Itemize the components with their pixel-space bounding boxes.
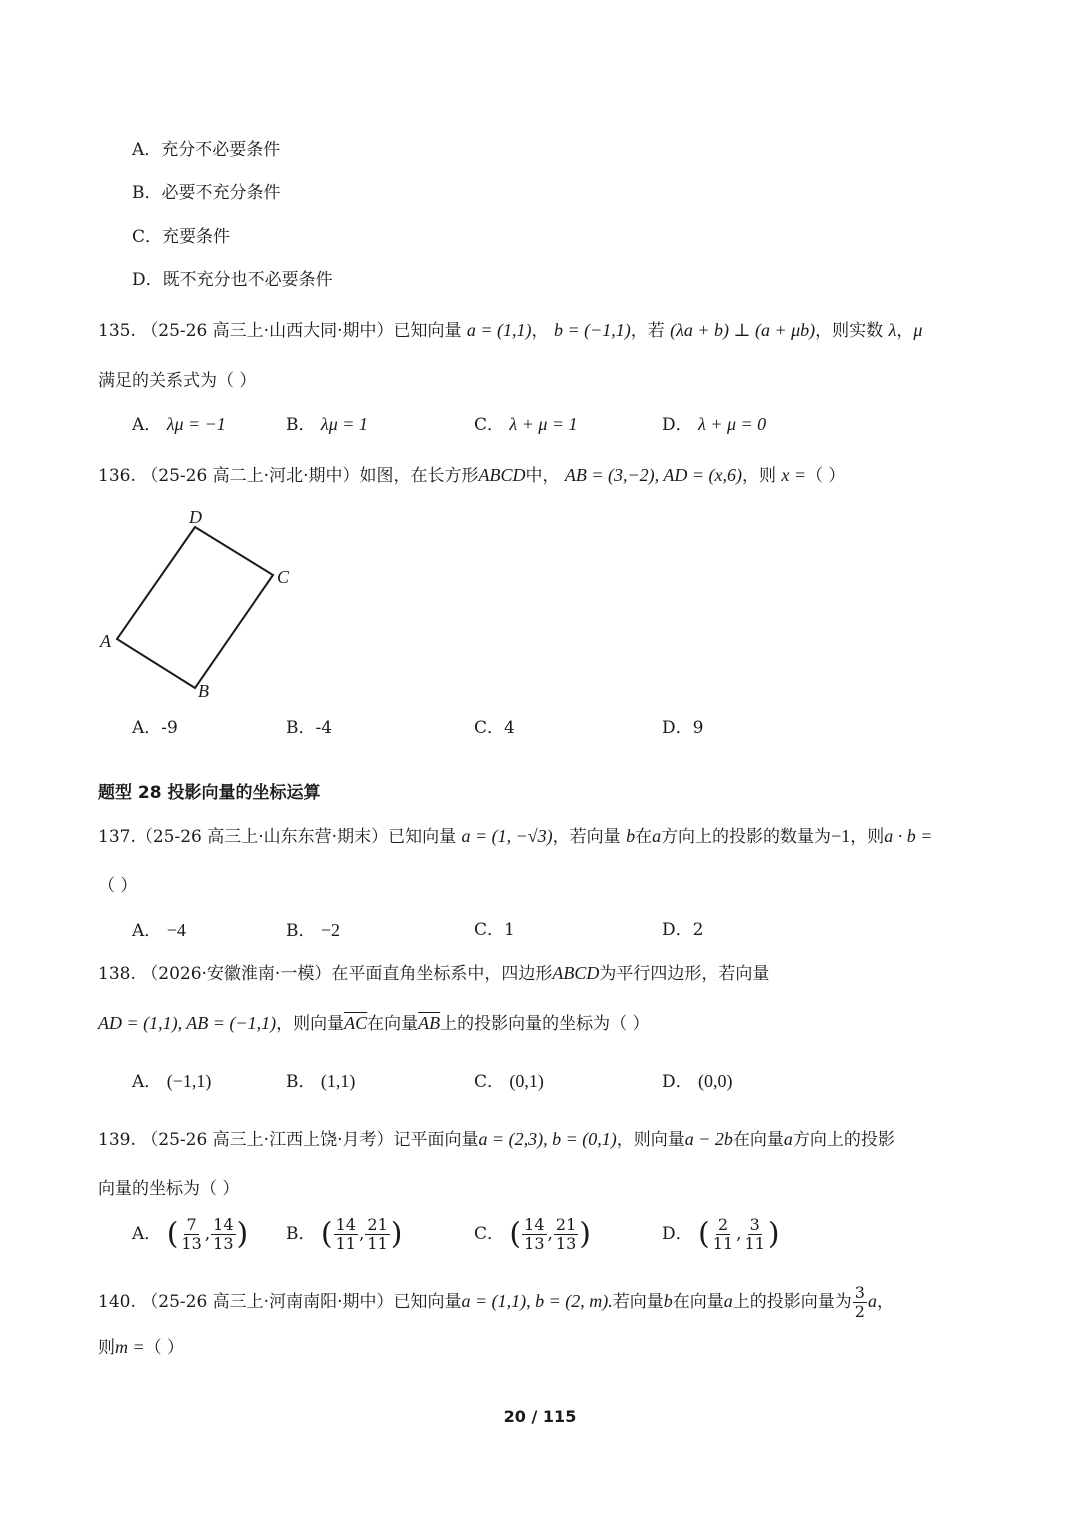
q137-option-b: B． −2 bbox=[286, 920, 341, 941]
option-c: C．充要条件 bbox=[132, 227, 231, 247]
question-137: 137.（25-26 高三上·山东东营·期末）已知向量 a = (1, −√3)，若向量 b在a方向上的投影的数量为−1，则a · b = bbox=[98, 826, 933, 847]
q139-option-c: C． ( $\frac{14}{13}$ , $\frac{21}{13}$ ) bbox=[474, 1215, 591, 1253]
q136-option-c: C．4 bbox=[474, 718, 515, 738]
question-139: 139. （25-26 高三上·江西上饶·月考）记平面向量a = (2,3), b = (0,1)，则向量a − 2b在向量a方向上的投影 bbox=[98, 1129, 895, 1150]
q139-option-a: A． ( $\frac{7}{13}$ , $\frac{14}{13}$ ) bbox=[132, 1215, 249, 1253]
q136-option-b: B．-4 bbox=[286, 718, 333, 738]
page-number: 20 / 115 bbox=[503, 1407, 577, 1426]
label-b: B bbox=[198, 681, 209, 701]
q137-option-a: A． −4 bbox=[132, 920, 186, 941]
q135-option-a: A． λμ = −1 bbox=[132, 414, 226, 435]
question-138-line2: AD = (1,1), AB = (−1,1)，则向量$\overline{AC}$在向量$\overline{AB}$上的投影向量的坐标为（ ） bbox=[98, 1013, 650, 1034]
section-title: 题型 28 投影向量的坐标运算 bbox=[98, 783, 321, 803]
question-140: 140. （25-26 高三上·河南南阳·期中）已知向量a = (1,1), b = (2, m).若向量b在向量a上的投影向量为 $\frac{3}{2}$ a， bbox=[98, 1283, 894, 1321]
q138-option-c: C． (0,1) bbox=[474, 1071, 544, 1092]
rectangle-figure bbox=[95, 505, 305, 705]
label-d: D bbox=[189, 507, 202, 527]
q135-option-c: C． λ + μ = 1 bbox=[474, 414, 578, 435]
q136-option-d: D．9 bbox=[662, 718, 704, 738]
question-138: 138. （2026·安徽淮南·一模）在平面直角坐标系中，四边形ABCD为平行四边形，若向量 bbox=[98, 963, 770, 984]
q135-option-d: D． λ + μ = 0 bbox=[662, 414, 767, 435]
question-137-line2: （ ） bbox=[98, 876, 138, 896]
question-140-line2: 则m =（ ） bbox=[98, 1337, 185, 1358]
question-135: 135. （25-26 高三上·山西大同·期中）已知向量 a = (1,1)， b = (−1,1)，若 (λa + b) ⊥ (a + μb)，则实数 λ，μ bbox=[98, 320, 923, 341]
q138-option-a: A． (−1,1) bbox=[132, 1071, 212, 1092]
q138-option-b: B． (1,1) bbox=[286, 1071, 356, 1092]
question-136: 136. （25-26 高二上·河北·期中）如图，在长方形ABCD中， AB = (3,−2), AD = (x,6)，则 x =（ ） bbox=[98, 465, 846, 486]
label-a: A bbox=[100, 631, 111, 651]
q135-option-b: B． λμ = 1 bbox=[286, 414, 368, 435]
q136-option-a: A．-9 bbox=[132, 718, 178, 738]
rectangle-abcd bbox=[117, 527, 273, 688]
q137-option-d: D．2 bbox=[662, 920, 704, 940]
option-d: D．既不充分也不必要条件 bbox=[132, 270, 333, 290]
question-135-line2: 满足的关系式为（ ） bbox=[98, 371, 257, 391]
label-c: C bbox=[277, 567, 290, 587]
question-139-line2: 向量的坐标为（ ） bbox=[98, 1179, 240, 1199]
q138-option-d: D． (0,0) bbox=[662, 1071, 733, 1092]
option-b: B．必要不充分条件 bbox=[132, 183, 281, 203]
q139-option-b: B． ( $\frac{14}{11}$ , $\frac{21}{11}$ ) bbox=[286, 1215, 403, 1253]
q137-option-c: C．1 bbox=[474, 920, 515, 940]
option-a: A．充分不必要条件 bbox=[132, 140, 281, 160]
q139-option-d: D． ( $\frac{2}{11}$ , $\frac{3}{11}$ ) bbox=[662, 1215, 780, 1253]
